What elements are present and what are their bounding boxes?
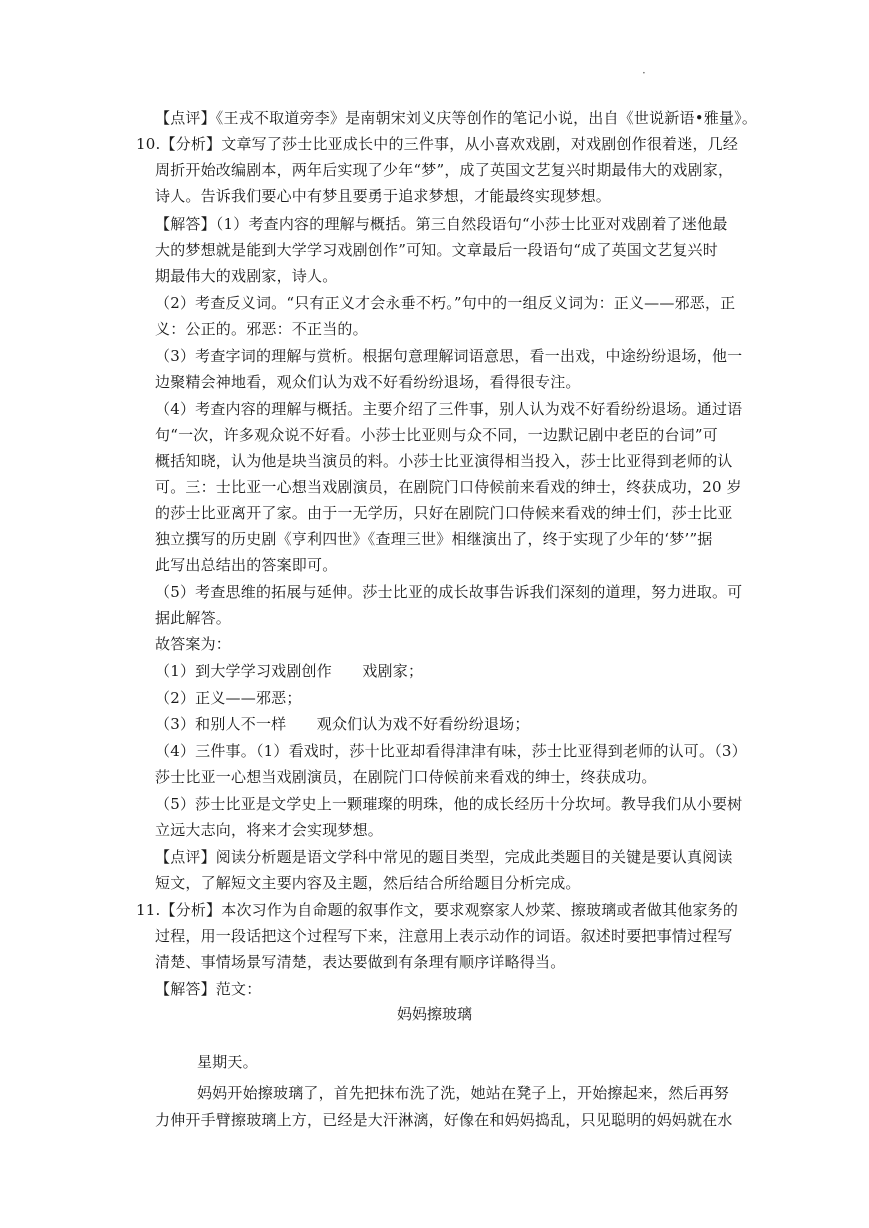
- essay-line: 力伸开手臂擦玻璃上方，已经是大汗淋漓，好像在和妈妈捣乱，只见聪明的妈妈就在水: [155, 1111, 733, 1129]
- text-line: 10.【分析】文章写了莎士比亚成长中的三件事，从小喜欢戏剧，对戏剧创作很着迷，几经: [136, 135, 739, 153]
- text-line: （2）正义——邪恶；: [155, 689, 302, 707]
- essay-line: 妈妈开始擦玻璃了，首先把抹布洗了洗，她站在凳子上，开始擦起来，然后再努: [197, 1084, 730, 1102]
- text-line: 诗人。告诉我们要心中有梦且要勇于追求梦想，才能最终实现梦想。: [155, 187, 612, 205]
- text-line: 【解答】范文：: [155, 980, 262, 998]
- text-line: 可。三：士比亚一心想当戏剧演员，在剧院门口侍候前来看戏的绅士，终获成功，20 岁: [155, 478, 742, 496]
- text-line: 据此解答。: [155, 609, 232, 627]
- text-line: 【点评】阅读分析题是语文学科中常见的题目类型，完成此类题目的关键是要认真阅读: [155, 848, 733, 866]
- text-line: （3）考查字词的理解与赏析。根据句意理解词语意思，看一出戏，中途纷纷退场，他一: [155, 347, 743, 365]
- text-line: 【解答】（1）考查内容的理解与概括。第三自然段语句“小莎士比亚对戏剧着了迷他最: [155, 215, 728, 233]
- text-line: 大的梦想就是能到大学学习戏剧创作”可知。文章最后一段语句“成了英国文艺复兴时: [155, 241, 718, 259]
- text-line: （3）和别人不一样 观众们认为戏不好看纷纷退场；: [155, 715, 530, 733]
- text-line: 周折开始改编剧本，两年后实现了少年“梦”，成了英国文艺复兴时期最伟大的戏剧家，: [155, 161, 734, 179]
- text-line: 【点评】《王戎不取道旁李》是南朝宋刘义庆等创作的笔记小说，出自《世说新语•雅量》。: [155, 109, 758, 127]
- text-line: 莎士比亚一心想当戏剧演员，在剧院门口侍候前来看戏的绅士，终获成功。: [155, 768, 657, 786]
- text-line: 句“一次，许多观众说不好看。小莎士比亚则与众不同，一边默记剧中老臣的台词”可: [155, 426, 718, 444]
- text-line: （1）到大学学习戏剧创作 戏剧家；: [155, 662, 424, 680]
- text-line: 边聚精会神地看，观众们认为戏不好看纷纷退场，看得很专注。: [155, 373, 581, 391]
- essay-line: 星期天。: [197, 1053, 258, 1071]
- text-line: （5）考查思维的拓展与延伸。莎士比亚的成长故事告诉我们深刻的道理，努力进取。可: [155, 583, 743, 601]
- text-line: 期最伟大的戏剧家，诗人。: [155, 267, 338, 285]
- text-line: （5）莎士比亚是文学史上一颗璀璨的明珠，他的成长经历十分坎坷。教导我们从小要树: [155, 795, 743, 813]
- text-line: 过程，用一段话把这个过程写下来，注意用上表示动作的词语。叙述时要把事情过程写: [155, 927, 733, 945]
- text-line: 11.【分析】本次习作为自命题的叙事作文，要求观察家人炒菜、擦玻璃或者做其他家务的: [136, 901, 739, 919]
- text-line: 此写出总结出的答案即可。: [155, 556, 338, 574]
- text-line: 短文，了解短文主要内容及主题，然后结合所给题目分析完成。: [155, 874, 581, 892]
- text-line: 的莎士比亚离开了家。由于一无学历，只好在剧院门口侍候来看戏的绅士们，莎士比亚: [155, 504, 733, 522]
- text-line: 清楚、事情场景写清楚，表达要做到有条理有顺序详略得当。: [155, 953, 566, 971]
- text-line: （4）三件事。（1）看戏时，莎十比亚却看得津津有味，莎士比亚得到老师的认可。（3）: [155, 742, 747, 760]
- text-line: （4）考查内容的理解与概括。主要介绍了三件事，别人认为戏不好看纷纷退场。通过语: [155, 400, 743, 418]
- text-line: 义：公正的。邪恶：不正当的。: [155, 320, 368, 338]
- page-marker: ·: [642, 66, 646, 80]
- text-line: （2）考查反义词。“只有正义才会永垂不朽。”句中的一组反义词为：正义——邪恶，正: [155, 294, 736, 312]
- text-line: 概括知晓，认为他是块当演员的料。小莎士比亚演得相当投入，莎士比亚得到老师的认: [155, 452, 733, 470]
- text-line: 立远大志向，将来才会实现梦想。: [155, 821, 384, 839]
- text-line: 故答案为：: [155, 635, 232, 653]
- essay-title: 妈妈擦玻璃: [396, 1005, 472, 1023]
- text-line: 独立撰写的历史剧《亨利四世》《查理三世》相继演出了，终于实现了少年的‘梦’”据: [155, 530, 713, 548]
